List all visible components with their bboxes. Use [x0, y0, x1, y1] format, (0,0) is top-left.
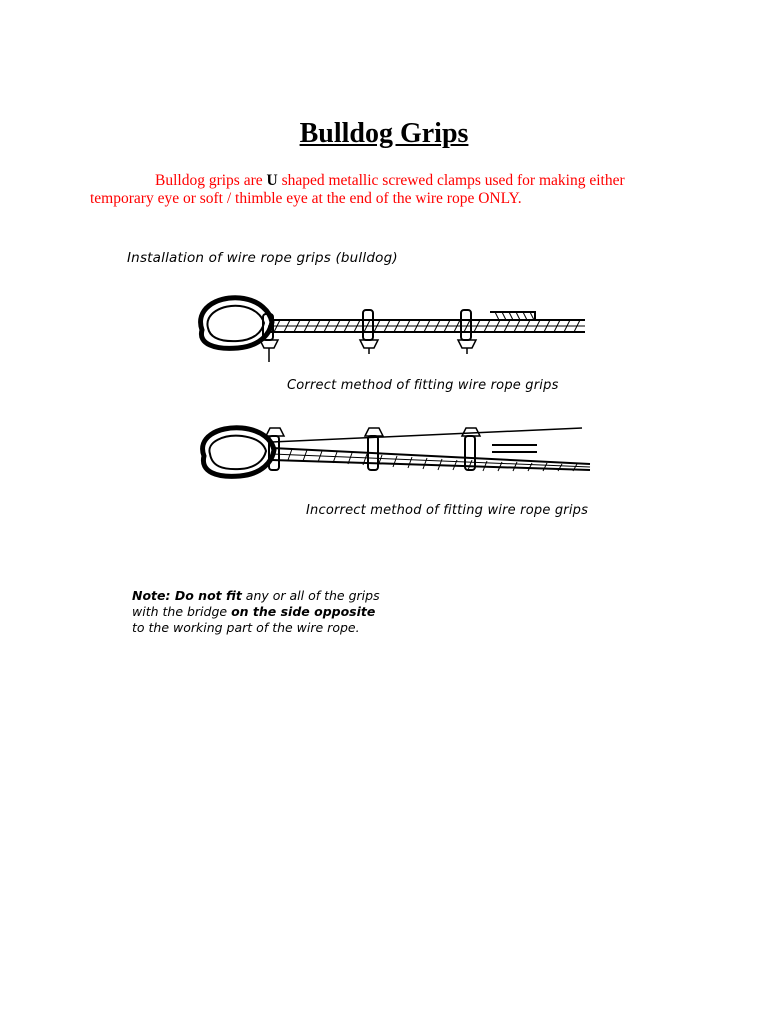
intro-bold-u: U — [266, 172, 278, 189]
incorrect-grip-diagram — [192, 420, 592, 488]
note-text-1: any or all of the grips — [241, 588, 380, 603]
incorrect-method-caption: Incorrect method of fitting wire rope grips — [306, 503, 589, 518]
correct-grip-diagram — [190, 290, 590, 365]
note-emphasis: Do not fit — [174, 588, 242, 603]
figure-heading: Installation of wire rope grips (bulldog) — [127, 250, 398, 266]
note-line-3: to the working part of the wire rope. — [132, 620, 360, 635]
note-line-1 — [132, 588, 452, 604]
note-label: Note: — [132, 588, 175, 603]
intro-text-end: shaped metallic screwed clamps used for making either temporary eye or soft / thimble eye at the end of the wire rope ONLY. — [90, 172, 625, 207]
note-emphasis-2: on the side opposite — [231, 604, 376, 619]
intro-text-start: Bulldog grips are — [155, 172, 267, 189]
correct-method-caption: Correct method of fitting wire rope grips — [287, 378, 559, 393]
intro-paragraph — [90, 172, 690, 208]
figure-note — [132, 588, 452, 636]
page-title: Bulldog Grips — [299, 118, 469, 149]
note-line-2 — [132, 604, 452, 620]
note-text-2: with the bridge — [132, 604, 232, 619]
